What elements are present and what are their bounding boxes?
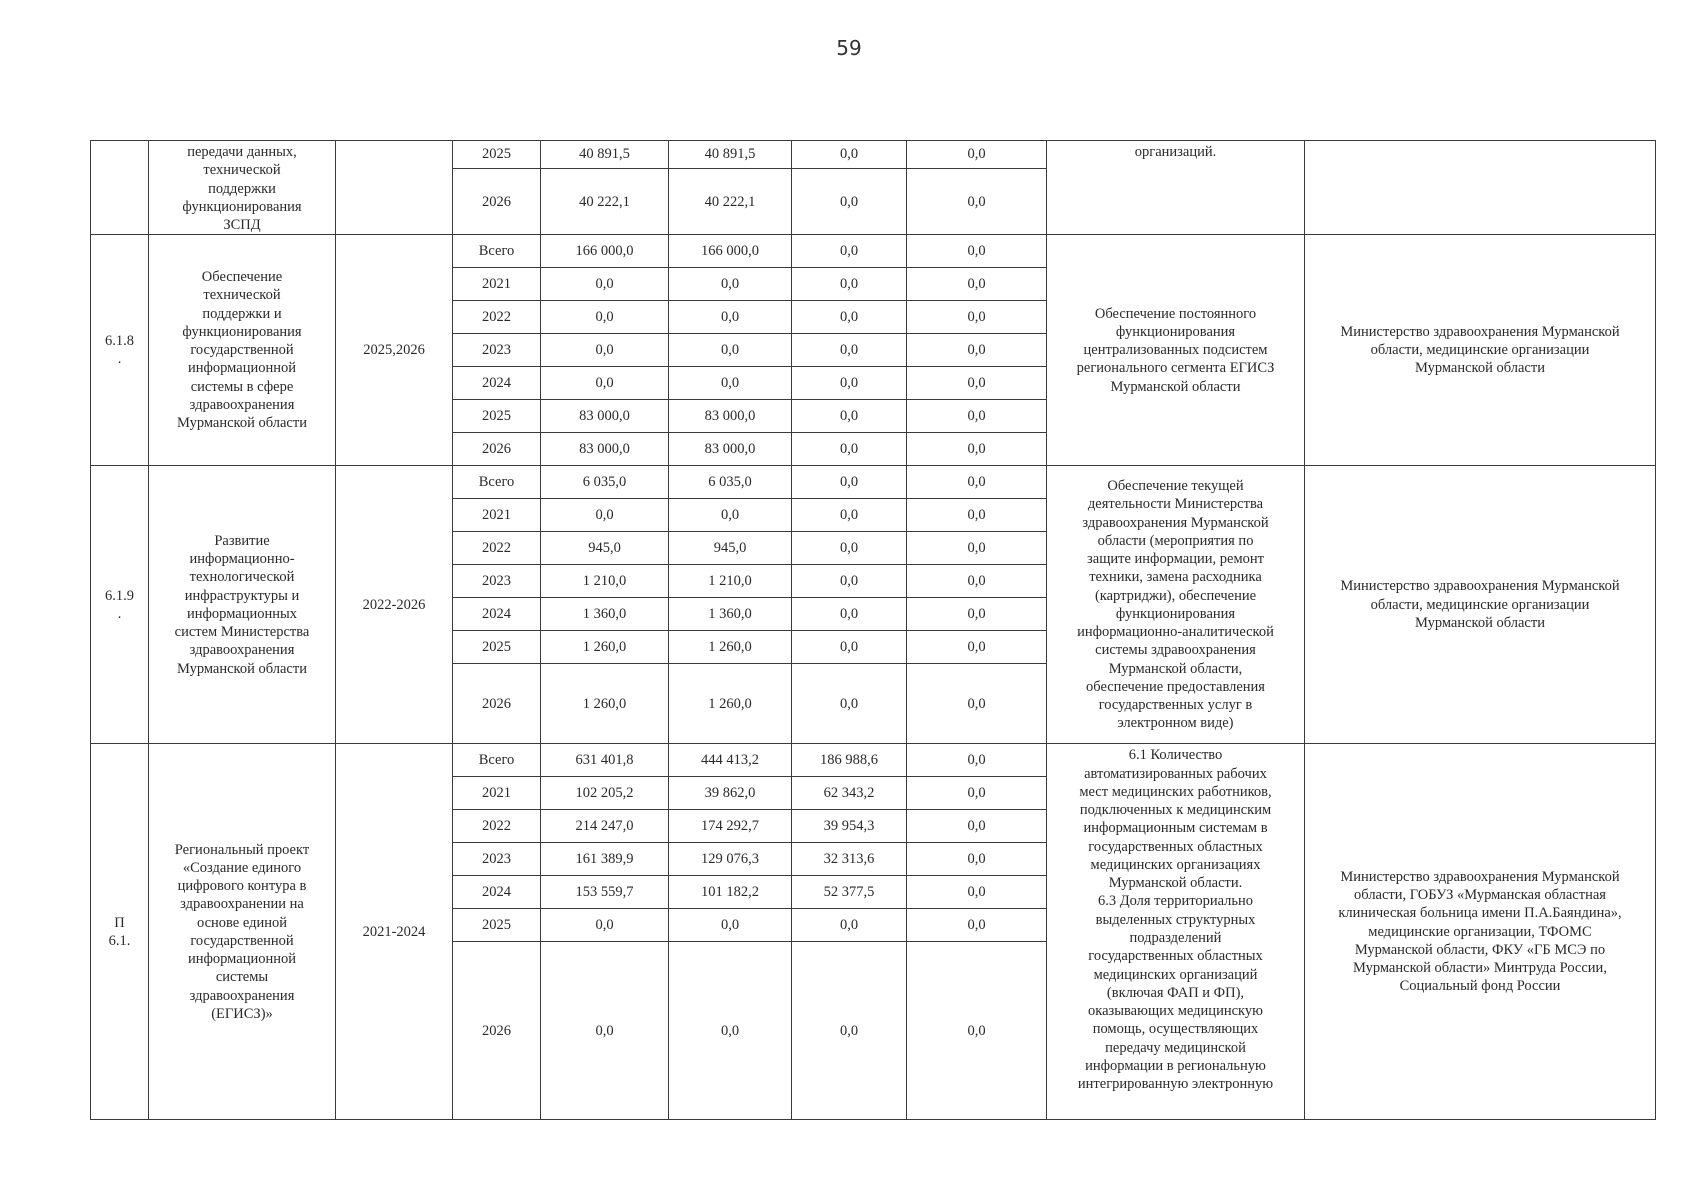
other-sources-cell: 0,0 (907, 810, 1047, 843)
other-sources-cell: 0,0 (907, 334, 1047, 367)
other-sources-cell: 0,0 (907, 466, 1047, 499)
other-sources-cell: 0,0 (907, 433, 1047, 466)
regional-budget-cell: 174 292,7 (669, 810, 792, 843)
regional-budget-cell: 0,0 (669, 909, 792, 942)
total-cell: 945,0 (541, 532, 669, 565)
total-cell: 6 035,0 (541, 466, 669, 499)
period-cell: 2025,2026 (336, 235, 453, 466)
total-cell: 214 247,0 (541, 810, 669, 843)
year-cell: 2024 (453, 598, 541, 631)
activity-name-cell (149, 141, 336, 235)
federal-budget-cell: 0,0 (792, 565, 907, 598)
federal-budget-cell: 32 313,6 (792, 843, 907, 876)
period-cell: 2021-2024 (336, 744, 453, 1120)
total-cell: 0,0 (541, 909, 669, 942)
page-number: 59 (836, 36, 862, 60)
regional-budget-cell: 1 360,0 (669, 598, 792, 631)
total-cell: 83 000,0 (541, 400, 669, 433)
year-cell: Всего (453, 235, 541, 268)
other-sources-cell: 0,0 (907, 268, 1047, 301)
federal-budget-cell: 0,0 (792, 598, 907, 631)
regional-budget-cell: 0,0 (669, 499, 792, 532)
federal-budget-cell: 62 343,2 (792, 777, 907, 810)
other-sources-cell: 0,0 (907, 367, 1047, 400)
item-number-cell (91, 141, 149, 235)
federal-budget-cell: 0,0 (792, 400, 907, 433)
total-cell: 40 222,1 (541, 169, 669, 235)
total-cell: 0,0 (541, 301, 669, 334)
federal-budget-cell: 39 954,3 (792, 810, 907, 843)
other-sources-cell: 0,0 (907, 744, 1047, 777)
year-cell: 2026 (453, 433, 541, 466)
item-number: 6.1.8 . (105, 333, 134, 368)
total-cell: 1 260,0 (541, 664, 669, 744)
item-number-cell (91, 235, 149, 466)
federal-budget-cell: 0,0 (792, 301, 907, 334)
other-sources-cell: 0,0 (907, 499, 1047, 532)
year-cell: 2026 (453, 664, 541, 744)
regional-budget-cell: 40 222,1 (669, 169, 792, 235)
regional-budget-cell: 0,0 (669, 367, 792, 400)
other-sources-cell: 0,0 (907, 843, 1047, 876)
year-cell: 2021 (453, 268, 541, 301)
regional-budget-cell: 945,0 (669, 532, 792, 565)
item-number: 6.1.9 . (105, 587, 134, 622)
regional-budget-cell: 83 000,0 (669, 433, 792, 466)
federal-budget-cell: 0,0 (792, 334, 907, 367)
other-sources-cell: 0,0 (907, 909, 1047, 942)
period-cell (336, 141, 453, 235)
other-sources-cell: 0,0 (907, 631, 1047, 664)
year-cell: 2023 (453, 565, 541, 598)
other-sources-cell: 0,0 (907, 565, 1047, 598)
other-sources-cell: 0,0 (907, 876, 1047, 909)
other-sources-cell: 0,0 (907, 664, 1047, 744)
regional-budget-cell: 40 891,5 (669, 141, 792, 169)
regional-budget-cell: 1 210,0 (669, 565, 792, 598)
federal-budget-cell: 0,0 (792, 466, 907, 499)
total-cell: 0,0 (541, 499, 669, 532)
total-cell: 0,0 (541, 367, 669, 400)
federal-budget-cell: 0,0 (792, 433, 907, 466)
federal-budget-cell: 0,0 (792, 664, 907, 744)
table-row (91, 466, 1656, 499)
table-row (91, 744, 1656, 777)
federal-budget-cell: 0,0 (792, 268, 907, 301)
regional-budget-cell: 39 862,0 (669, 777, 792, 810)
other-sources-cell: 0,0 (907, 301, 1047, 334)
period-cell: 2022-2026 (336, 466, 453, 744)
total-cell: 0,0 (541, 942, 669, 1120)
regional-budget-cell: 166 000,0 (669, 235, 792, 268)
year-cell: 2022 (453, 532, 541, 565)
executor-text: Министерство здравоохранения Мурманской области, ГОБУЗ «Мурманская областная клиническая больница имени П.А.Баяндина», медицинские организации, ТФОМС Мурманской области, ФКУ «ГБ МСЭ по Мурманской области» Минтруда России, Социальный фонд России (1338, 868, 1622, 995)
item-number: П 6.1. (108, 914, 131, 949)
other-sources-cell: 0,0 (907, 532, 1047, 565)
other-sources-cell: 0,0 (907, 169, 1047, 235)
year-cell: Всего (453, 744, 541, 777)
regional-budget-cell: 6 035,0 (669, 466, 792, 499)
federal-budget-cell: 0,0 (792, 532, 907, 565)
year-cell: 2026 (453, 942, 541, 1120)
result-cell (1047, 235, 1305, 466)
regional-budget-cell: 1 260,0 (669, 664, 792, 744)
executor-cell (1305, 744, 1656, 1120)
federal-budget-cell: 0,0 (792, 367, 907, 400)
total-cell: 0,0 (541, 268, 669, 301)
year-cell: 2022 (453, 810, 541, 843)
total-cell: 40 891,5 (541, 141, 669, 169)
total-cell: 166 000,0 (541, 235, 669, 268)
regional-budget-cell: 0,0 (669, 334, 792, 367)
year-cell: 2024 (453, 876, 541, 909)
year-cell: 2025 (453, 141, 541, 169)
item-number-cell (91, 744, 149, 1120)
activity-name: Развитие информационно- технологической инфраструктуры и информационных систем Министерства здравоохранения Мурманской области (174, 532, 310, 677)
item-number-cell (91, 466, 149, 744)
executor-cell (1305, 466, 1656, 744)
year-cell: 2024 (453, 367, 541, 400)
result-cell (1047, 141, 1305, 235)
result-cell (1047, 744, 1305, 1120)
federal-budget-cell: 0,0 (792, 909, 907, 942)
regional-budget-cell: 101 182,2 (669, 876, 792, 909)
table-row (91, 235, 1656, 268)
executor-text: Министерство здравоохранения Мурманской области, медицинские организации Мурманской области (1340, 578, 1620, 631)
activity-name: передачи данных, технической поддержки функционирования ЗСПД (182, 144, 302, 234)
total-cell: 161 389,9 (541, 843, 669, 876)
other-sources-cell: 0,0 (907, 400, 1047, 433)
other-sources-cell: 0,0 (907, 777, 1047, 810)
regional-budget-cell: 0,0 (669, 942, 792, 1120)
activity-name-cell (149, 744, 336, 1120)
federal-budget-cell: 0,0 (792, 942, 907, 1120)
year-cell: 2025 (453, 400, 541, 433)
year-cell: 2026 (453, 169, 541, 235)
total-cell: 0,0 (541, 334, 669, 367)
activity-name-cell (149, 235, 336, 466)
federal-budget-cell: 0,0 (792, 631, 907, 664)
federal-budget-cell: 0,0 (792, 499, 907, 532)
federal-budget-cell: 0,0 (792, 235, 907, 268)
year-cell: 2023 (453, 334, 541, 367)
executor-cell (1305, 235, 1656, 466)
result-text: организаций. (1134, 144, 1217, 160)
total-cell: 1 360,0 (541, 598, 669, 631)
year-cell: 2023 (453, 843, 541, 876)
federal-budget-cell: 0,0 (792, 141, 907, 169)
regional-budget-cell: 83 000,0 (669, 400, 792, 433)
year-cell: Всего (453, 466, 541, 499)
total-cell: 153 559,7 (541, 876, 669, 909)
year-cell: 2021 (453, 499, 541, 532)
result-text: Обеспечение текущей деятельности Министерства здравоохранения Мурманской области (мероприятия по защите информации, ремонт техники, замена расходника (картриджи), обеспечение функционирования информационно-аналитической системы здравоохранения Мурманской области, обеспечение предоставления государственных услуг в электронном виде) (1077, 477, 1274, 732)
other-sources-cell: 0,0 (907, 235, 1047, 268)
program-activities-table (90, 140, 1656, 1120)
total-cell: 631 401,8 (541, 744, 669, 777)
activity-name-cell (149, 466, 336, 744)
total-cell: 1 260,0 (541, 631, 669, 664)
other-sources-cell: 0,0 (907, 141, 1047, 169)
activity-name: Обеспечение технической поддержки и функционирования государственной информационной системы в сфере здравоохранения Мурманской области (177, 269, 307, 432)
regional-budget-cell: 129 076,3 (669, 843, 792, 876)
total-cell: 83 000,0 (541, 433, 669, 466)
year-cell: 2021 (453, 777, 541, 810)
executor-cell (1305, 141, 1656, 235)
regional-budget-cell: 444 413,2 (669, 744, 792, 777)
result-text: Обеспечение постоянного функционирования централизованных подсистем регионального сегмента ЕГИСЗ Мурманской области (1076, 305, 1275, 395)
total-cell: 102 205,2 (541, 777, 669, 810)
year-cell: 2022 (453, 301, 541, 334)
regional-budget-cell: 0,0 (669, 268, 792, 301)
total-cell: 1 210,0 (541, 565, 669, 598)
federal-budget-cell: 52 377,5 (792, 876, 907, 909)
year-cell: 2025 (453, 631, 541, 664)
other-sources-cell: 0,0 (907, 942, 1047, 1120)
executor-text: Министерство здравоохранения Мурманской области, медицинские организации Мурманской области (1340, 323, 1620, 377)
activity-name: Региональный проект «Создание единого цифрового контура в здравоохранении на основе единой государственной информационной системы здравоохранения (ЕГИСЗ)» (174, 841, 310, 1022)
regional-budget-cell: 0,0 (669, 301, 792, 334)
result-text: 6.1 Количество автоматизированных рабочих мест медицинских работников, подключенных к медицинским информационным системам в государственных областных медицинских организациях Мурманской области. 6.3 Доля территориально выделенных структурных подразделений государственных областных медицинских организаций (включая ФАП и ФП), оказывающих медицинскую помощь, осуществляющих передачу медицинской информации в региональную интегрированную электронную (1077, 747, 1274, 1093)
regional-budget-cell: 1 260,0 (669, 631, 792, 664)
year-cell: 2025 (453, 909, 541, 942)
table-row (91, 141, 1656, 169)
result-cell (1047, 466, 1305, 744)
federal-budget-cell: 186 988,6 (792, 744, 907, 777)
federal-budget-cell: 0,0 (792, 169, 907, 235)
other-sources-cell: 0,0 (907, 598, 1047, 631)
